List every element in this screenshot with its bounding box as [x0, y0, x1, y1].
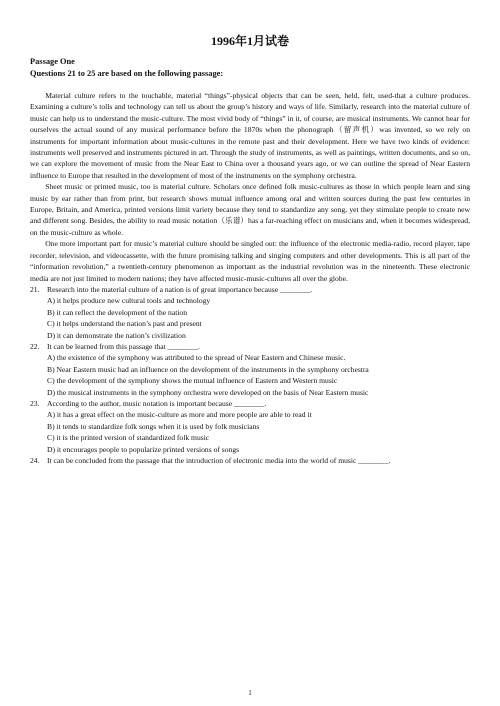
question-number: 24. [30, 456, 40, 465]
option-c: C) the development of the symphony shows the mutual influence of Eastern and Western music [47, 376, 338, 386]
option-c: C) it helps understand the nation’s past and present [47, 319, 202, 329]
question-22 [30, 341, 470, 398]
passage-label: Passage One [30, 57, 75, 66]
question-stem: According to the author, music notation is important because ________. [47, 398, 267, 408]
option-a: A) it helps produce new cultural tools and technology [47, 296, 211, 306]
option-a: A) it has a great effect on the music-culture as more and more people are able to read it [47, 410, 312, 420]
question-number: 21. [30, 284, 40, 294]
question-24 [30, 455, 470, 466]
question-stem: It can be concluded from the passage that the introduction of electronic media into the world of music ________. [47, 456, 391, 465]
question-23 [30, 398, 470, 455]
option-d: D) it encourages people to popularize printed versions of songs [47, 444, 240, 454]
option-b: B) it can reflect the development of the nation [47, 307, 188, 317]
page-title: 1996年1月试卷 [210, 34, 289, 48]
question-stem: It can be learned from this passage that ________. [47, 341, 200, 351]
question-number: 22. [30, 341, 40, 351]
questions-header: Questions 21 to 25 are based on the following passage: [30, 69, 224, 78]
paragraph-1: Material culture refers to the touchable, material “things”-physical objects that can be seen, held, felt, used-that a culture produces. Examining a culture’s tolls and technology can tell us about the group’s history and ways of life. Similarly, research into the material culture of music can help us to understand the music-culture. The most vivid body of “things” in it, of course, are musical instruments. We cannot hear for ourselves the actual sound of any musical performance before the 1870s when the phonograph（留声机）was invented, so we rely on instruments for important information about music-cultures in the remote past and their development. Here we have two kinds of evidence: instruments well preserved and instruments pictured in art. Through the study of instruments, as well as paintings, written documents, and so on, we can explore the movement of music from the Near East to China over a thousand years ago, or we can outline the spread of Near Eastern influence to Europe that resulted in the development of most of the instruments on the symphony orchestra. [30, 91, 470, 180]
option-c: C) it is the printed version of standardized folk music [47, 433, 210, 443]
option-d: D) the musical instruments in the symphony orchestra were developed on the basis of Near Eastern music [47, 387, 369, 397]
option-a: A) the existence of the symphony was attributed to the spread of Near Eastern and Chinese music. [47, 353, 346, 363]
option-d: D) it can demonstrate the nation’s civilization [47, 330, 186, 340]
question-stem: Research into the material culture of a nation is of great importance because ________. [47, 284, 313, 294]
option-b: B) it tends to standardize folk songs when it is used by folk musicians [47, 421, 260, 431]
question-number: 23. [30, 398, 40, 408]
option-b: B) Near Eastern music had an influence on the development of the instruments in the symphony orchestra [47, 364, 369, 374]
paragraph-3: One more important part for music’s material culture should be singled out: the influence of the electronic media-radio, record player, tape recorder, television, and videocassette, with the future promising talking and singing computers and other developments. This is all part of the “information revolution,” a twentieth-century phenomenon as important as the industrial revolution was in the nineteenth. These electronic media are not just limited to modern nations; they have affected music-music-cultures all over the globe. [30, 239, 470, 283]
page-number: 1 [248, 689, 252, 697]
question-21 [30, 284, 470, 341]
paragraph-2: Sheet music or printed music, too is material culture. Scholars once defined folk music-cultures as those in which people learn and sing music by ear rather than from print, but research shows mutual influence among oral and written sources during the past few centuries in Europe, Britain, and America, printed versions limit variety because they tend to standardize any song, yet they stimulate people to create new and different song. Besides, the ability to read music notation（乐谱）has a far-reaching effect on musicians and, when it becomes widespread, on the music-culture as whole. [30, 182, 470, 237]
